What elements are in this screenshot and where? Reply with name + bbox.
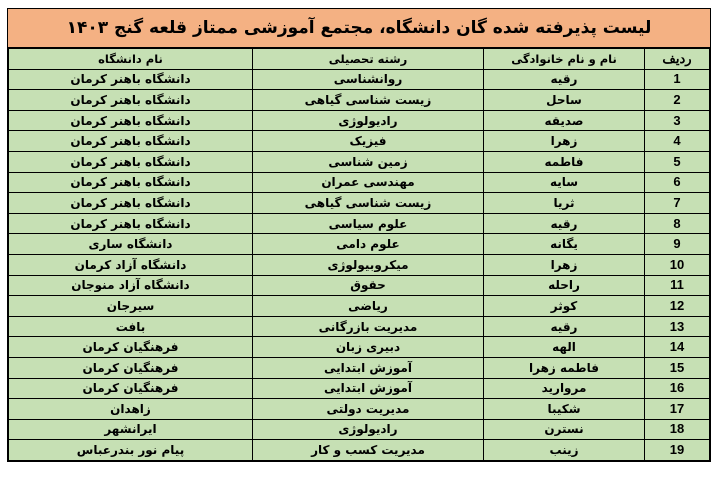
table-row: [9, 254, 710, 275]
cell-row-number: 14: [645, 337, 710, 358]
cell-field: آموزش ابتدایی: [253, 357, 484, 378]
cell-name: ساحل: [484, 90, 645, 111]
cell-university: دانشگاه باهنر کرمان: [9, 110, 253, 131]
cell-row-number: 2: [645, 90, 710, 111]
cell-university: فرهنگیان کرمان: [9, 337, 253, 358]
cell-university: دانشگاه آزاد کرمان: [9, 254, 253, 275]
table-row: [9, 193, 710, 214]
table-row: [9, 172, 710, 193]
cell-name: رقیه: [484, 316, 645, 337]
table-row: [9, 440, 710, 461]
cell-field: ریاضی: [253, 296, 484, 317]
cell-name: الهه: [484, 337, 645, 358]
cell-university: ایرانشهر: [9, 419, 253, 440]
cell-name: کوثر: [484, 296, 645, 317]
table-body: [9, 69, 710, 460]
sheet-title: لیست پذیرفته شده گان دانشگاه، مجتمع آموزشی ممتاز قلعه گنج ۱۴۰۳: [8, 9, 710, 48]
cell-row-number: 12: [645, 296, 710, 317]
cell-row-number: 16: [645, 378, 710, 399]
cell-university: دانشگاه باهنر کرمان: [9, 151, 253, 172]
table-row: [9, 110, 710, 131]
cell-row-number: 15: [645, 357, 710, 378]
admissions-table: [8, 48, 710, 461]
cell-field: حقوق: [253, 275, 484, 296]
cell-name: ثریا: [484, 193, 645, 214]
table-row: [9, 419, 710, 440]
cell-row-number: 7: [645, 193, 710, 214]
cell-row-number: 19: [645, 440, 710, 461]
cell-row-number: 11: [645, 275, 710, 296]
table-row: [9, 234, 710, 255]
cell-name: فاطمه: [484, 151, 645, 172]
table-row: [9, 296, 710, 317]
cell-field: مدیریت کسب و کار: [253, 440, 484, 461]
cell-university: فرهنگیان کرمان: [9, 378, 253, 399]
cell-name: رقیه: [484, 69, 645, 90]
cell-field: مهندسی عمران: [253, 172, 484, 193]
cell-name: زینب: [484, 440, 645, 461]
cell-university: پیام نور بندرعباس: [9, 440, 253, 461]
cell-field: رادیولوژی: [253, 419, 484, 440]
cell-field: رادیولوژی: [253, 110, 484, 131]
cell-name: فاطمه زهرا: [484, 357, 645, 378]
cell-name: رقیه: [484, 213, 645, 234]
cell-row-number: 18: [645, 419, 710, 440]
cell-name: یگانه: [484, 234, 645, 255]
cell-university: دانشگاه ساری: [9, 234, 253, 255]
table-row: [9, 131, 710, 152]
cell-field: میکروبیولوژی: [253, 254, 484, 275]
table-row: [9, 378, 710, 399]
admissions-sheet: [7, 8, 711, 462]
cell-name: نسترن: [484, 419, 645, 440]
cell-row-number: 13: [645, 316, 710, 337]
cell-field: زیست شناسی گیاهی: [253, 90, 484, 111]
cell-name: زهرا: [484, 254, 645, 275]
table-row: [9, 213, 710, 234]
cell-field: آموزش ابتدایی: [253, 378, 484, 399]
table-row: [9, 151, 710, 172]
table-row: [9, 337, 710, 358]
cell-field: زیست شناسی گیاهی: [253, 193, 484, 214]
cell-field: علوم دامی: [253, 234, 484, 255]
cell-field: روانشناسی: [253, 69, 484, 90]
cell-university: دانشگاه آزاد منوجان: [9, 275, 253, 296]
table-row: [9, 316, 710, 337]
cell-row-number: 4: [645, 131, 710, 152]
cell-row-number: 6: [645, 172, 710, 193]
header-row-number: ردیف: [645, 49, 710, 70]
header-name: نام و نام خانوادگی: [484, 49, 645, 70]
cell-row-number: 17: [645, 399, 710, 420]
cell-name: سایه: [484, 172, 645, 193]
table-row: [9, 357, 710, 378]
cell-name: صدیقه: [484, 110, 645, 131]
cell-university: دانشگاه باهنر کرمان: [9, 131, 253, 152]
table-row: [9, 90, 710, 111]
cell-field: دبیری زبان: [253, 337, 484, 358]
cell-university: دانشگاه باهنر کرمان: [9, 213, 253, 234]
cell-field: فیزیک: [253, 131, 484, 152]
cell-university: سیرجان: [9, 296, 253, 317]
cell-field: مدیریت دولتی: [253, 399, 484, 420]
cell-row-number: 1: [645, 69, 710, 90]
cell-university: فرهنگیان کرمان: [9, 357, 253, 378]
cell-university: دانشگاه باهنر کرمان: [9, 172, 253, 193]
table-header-row: [9, 49, 710, 70]
cell-field: علوم سیاسی: [253, 213, 484, 234]
cell-field: مدیریت بازرگانی: [253, 316, 484, 337]
cell-university: دانشگاه باهنر کرمان: [9, 69, 253, 90]
cell-field: زمین شناسی: [253, 151, 484, 172]
cell-name: شکیبا: [484, 399, 645, 420]
cell-university: زاهدان: [9, 399, 253, 420]
cell-row-number: 10: [645, 254, 710, 275]
cell-row-number: 3: [645, 110, 710, 131]
cell-name: راحله: [484, 275, 645, 296]
cell-row-number: 8: [645, 213, 710, 234]
cell-university: دانشگاه باهنر کرمان: [9, 90, 253, 111]
cell-row-number: 9: [645, 234, 710, 255]
cell-university: دانشگاه باهنر کرمان: [9, 193, 253, 214]
cell-name: زهرا: [484, 131, 645, 152]
cell-university: بافت: [9, 316, 253, 337]
table-row: [9, 69, 710, 90]
cell-row-number: 5: [645, 151, 710, 172]
table-row: [9, 275, 710, 296]
cell-name: مروارید: [484, 378, 645, 399]
table-row: [9, 399, 710, 420]
header-university: نام دانشگاه: [9, 49, 253, 70]
header-field: رشته تحصیلی: [253, 49, 484, 70]
